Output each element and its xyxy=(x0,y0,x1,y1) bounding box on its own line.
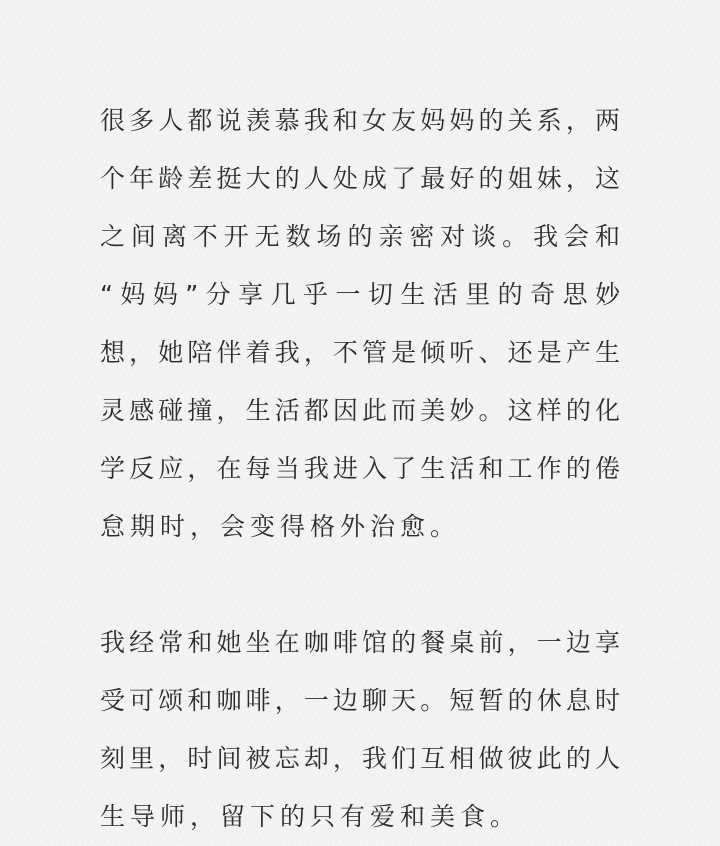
text-line: 个年龄差挺大的人处成了最好的姐妹，这 xyxy=(100,164,620,193)
text-line: 想，她陪伴着我，不管是倾听、还是产生 xyxy=(100,338,620,367)
text-line: 灵感碰撞，生活都因此而美妙。这样的化 xyxy=(100,396,620,425)
text-line: 刻里，时间被忘却，我们互相做彼此的人 xyxy=(100,744,620,773)
text-line: 之间离不开无数场的亲密对谈。我会和 xyxy=(100,222,620,251)
text-line: 受可颂和咖啡，一边聊天。短暂的休息时 xyxy=(100,686,620,715)
paragraph-gap xyxy=(100,556,620,614)
text-line: 怠期时，会变得格外治愈。 xyxy=(100,512,461,541)
paragraph-2 xyxy=(100,614,620,846)
text-line: 很多人都说羡慕我和女友妈妈的关系，两 xyxy=(100,106,620,135)
text-line: 学反应，在每当我进入了生活和工作的倦 xyxy=(100,454,620,483)
text-line: 我经常和她坐在咖啡馆的餐桌前，一边享 xyxy=(100,628,620,657)
paragraph-1 xyxy=(100,92,620,556)
text-line: 生导师，留下的只有爱和美食。 xyxy=(100,802,521,831)
text-line: “妈妈”分享几乎一切生活里的奇思妙 xyxy=(100,280,620,309)
